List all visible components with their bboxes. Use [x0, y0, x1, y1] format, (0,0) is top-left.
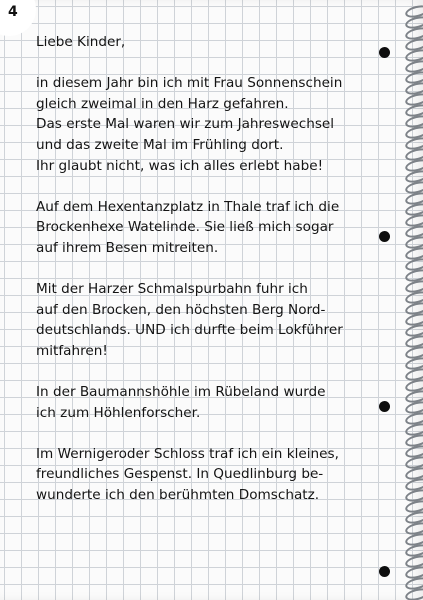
- paragraph-1: [36, 73, 356, 176]
- paragraph-gap: [36, 53, 356, 74]
- text-line: Auf dem Hexentanzplatz in Thale traf ich die: [36, 198, 340, 215]
- paragraph-5: [36, 444, 356, 506]
- text-line: auf den Brocken, den höchsten Berg Nord-: [36, 301, 326, 318]
- letter-body: [36, 32, 356, 506]
- text-line: deutschlands. UND ich durfte beim Lokführer: [36, 322, 343, 339]
- punch-hole: [379, 401, 390, 412]
- letter-greeting: Liebe Kinder,: [36, 34, 126, 50]
- paragraph-2: [36, 197, 356, 259]
- paragraph-gap: [36, 176, 356, 197]
- text-line: gleich zweimal in den Harz gefahren.: [36, 95, 289, 112]
- text-line: Das erste Mal waren wir zum Jahreswechsel: [36, 116, 335, 133]
- paragraph-gap: [36, 423, 356, 444]
- spiral-binding: [405, 0, 423, 600]
- page-corner-tab: [0, 0, 36, 36]
- text-line: Brockenhexe Watelinde. Sie ließ mich sogar: [36, 219, 334, 236]
- paragraph-3: [36, 279, 356, 361]
- text-line: mitfahren!: [36, 342, 108, 359]
- text-line: auf ihrem Besen mitreiten.: [36, 239, 219, 256]
- text-line: Im Wernigeroder Schloss traf ich ein kleines,: [36, 445, 339, 462]
- punch-hole: [379, 566, 390, 577]
- page-number: 4: [8, 4, 18, 20]
- paragraph-4: [36, 382, 356, 423]
- text-line: Ihr glaubt nicht, was ich alles erlebt habe!: [36, 157, 324, 174]
- paragraph-gap: [36, 362, 356, 383]
- text-line: wunderte ich den berühmten Domschatz.: [36, 487, 320, 504]
- text-line: in diesem Jahr bin ich mit Frau Sonnenschein: [36, 75, 343, 92]
- punch-hole: [379, 47, 390, 58]
- text-line: freundliches Gespenst. In Quedlinburg be-: [36, 466, 324, 483]
- text-line: ich zum Höhlenforscher.: [36, 404, 201, 421]
- punch-hole: [379, 231, 390, 242]
- text-line: Mit der Harzer Schmalspurbahn fuhr ich: [36, 281, 308, 298]
- paragraph-gap: [36, 259, 356, 280]
- text-line: In der Baumannshöhle im Rübeland wurde: [36, 384, 326, 401]
- text-line: und das zweite Mal im Frühling dort.: [36, 136, 284, 153]
